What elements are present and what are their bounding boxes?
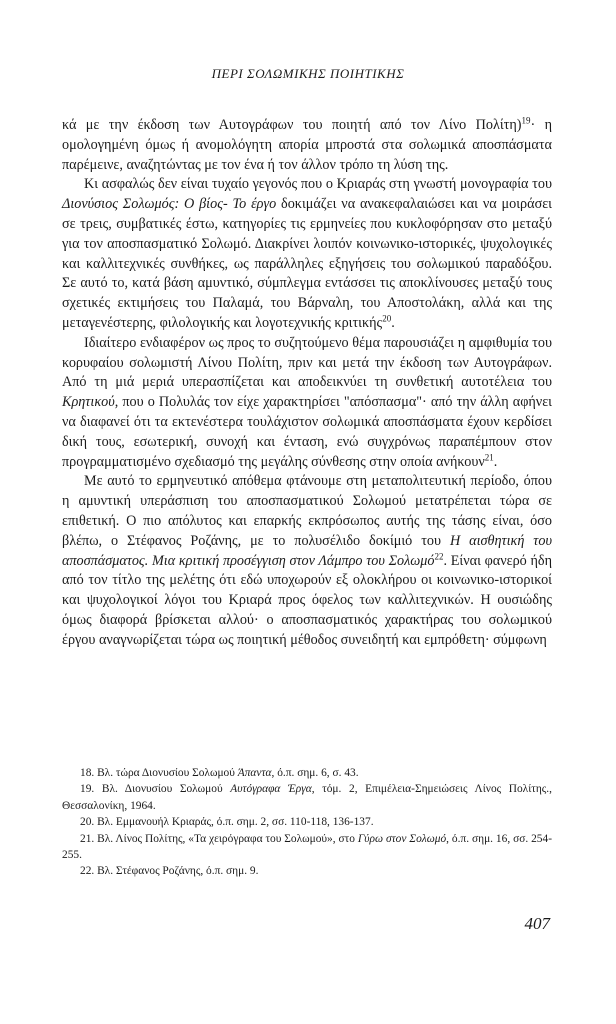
text-run: 18. Βλ. τώρα Διονυσίου Σολωμού [80, 767, 238, 779]
footnote-ref-19: 19 [521, 115, 531, 126]
text-run: , τόμ. 2, Επιμέλεια-Σημειώσεις Λίνος Πολίτης., Θεσσαλονίκη, 1964. [62, 783, 553, 812]
book-title: Διονύσιος Σολωμός: Ο βίος- Το έργο [62, 196, 277, 213]
text-run: 19. Βλ. Διονυσίου Σολωμού [80, 783, 231, 796]
footnote-19 [62, 781, 552, 814]
footnote-18 [62, 765, 552, 781]
text-run: . Είναι φανερό ήδη από τον τίτλο της μελέτης ότι εδώ υποχωρούν εξ ολοκλήρου οι κοινωνικο-ιστορικοί και ψυχολογικοί λόγοι του Κριαρά προς όφελος των καλλιτεχνικών. Η ουσιώδης όμως διαφορά βρίσκεται αλλού· ο αποσπασματικός χαρακτήρας του σολωμικού έργου αναγνωρίζεται τώρα ως ποιητική μέθοδος συνειδητή και εμπρόθετη· σύμφωνη [62, 552, 552, 648]
text-run: Με αυτό το ερμηνευτικό απόθεμα φτάνουμε στη μεταπολιτευτική περίοδο, όπου η αμυντική υπεράσπιση του αποσπασματικού Σολωμού μετατρέπεται τώρα σε επιθετική. Ο πιο απόλυτος και επαρκής εκπρόσωπος αυτής της τάσης είναι, όσο βλέπω, ο Στέφανος Ροζάνης, με το πολυσέλιδο δοκίμιό του [62, 473, 552, 549]
footnote-21 [62, 831, 552, 864]
footnotes [62, 765, 552, 880]
text-run: . [391, 314, 395, 331]
footnote-ref-20: 20 [382, 313, 392, 324]
text-run: Κι ασφαλώς δεν είναι τυχαίο γεγονός που ο Κριαράς στη γνωστή μονογραφία του [84, 176, 552, 193]
cited-title: Γύρω στον Σολωμό [357, 832, 447, 845]
footnote-ref-21: 21 [484, 451, 494, 462]
page-number: 407 [524, 914, 550, 933]
text-run: κά με την έκδοση των Αυτογράφων του ποιητή από τον Λίνο Πολίτη) [62, 117, 522, 133]
text-run: Ιδιαίτερο ενδιαφέρον ως προς το συζητούμενο θέμα παρουσιάζει η αμφιθυμία του κορυφαίου σολωμιστή Λίνου Πολίτη, πριν και μετά την έκδοση των Αυτογράφων. Από τη μιά μεριά υπερασπίζεται και αποδεικνύει τη συνθετική αυτοτέλεια του [62, 334, 552, 391]
paragraph-1 [62, 116, 552, 175]
text-run: . [493, 453, 498, 470]
text-run: , ό.π. σημ. 6, σ. 43. [271, 767, 359, 779]
cited-title: Αυτόγραφα Έργα [230, 783, 312, 796]
text-run: , που ο Πολυλάς τον είχε χαρακτηρίσει "απόσπασμα"· από την άλλη αφήνει να διαφανεί ότι τα εκτενέστερα τουλάχιστον σολωμικά αποσπάσματα έχουν κερδίσει δική τους, εσωτερική, συνοχή και ένταση, ενώ συγχρόνως παραπέμπουν στον προγραμματισμένο σχεδιασμό της μεγάλης σύνθεσης στην οποία ανήκουν [62, 394, 552, 470]
footnote-22 [62, 863, 552, 879]
work-title: Κρητικού [62, 394, 115, 411]
paragraph-2 [62, 175, 552, 333]
text-run: , ό.π. σημ. 16, σσ. 254-255. [62, 832, 552, 862]
footnote-ref-22: 22 [434, 550, 444, 561]
text-run: · η ομολογημένη όμως ή ανομολόγητη απορία μπροστά στα σολωμικά αποσπάσματα παρέμεινε, αναζητώντας με τον ένα ή τον άλλον τρόπο τη λύση της. [62, 117, 552, 173]
text-run: δοκιμάζει να ανακεφαλαιώσει και να μοιράσει σε τρεις, συμβατικές έστω, κατηγορίες τις ερμηνείες που κυκλοφόρησαν στο μεταξύ για τον αποσπασματικό Σολωμό. Διακρίνει λοιπόν κοινωνικο-ιστορικές, ψυχολογικές και καλλιτεχνικές συνθήκες, ως παράλληλες εξηγήσεις του σολωμικού παραδόξου. Σε αυτό το, κατά βάση αμυντικό, σύμπλεγμα εντάσσει τις αποκλίνουσες μεταξύ τους σχετικές εκτιμήσεις του Παλαμά, του Βάρναλη, του Αποστολάκη, αλλά και της μεταγενέστερης, φιλολογικής και λογοτεχνικής κριτικής [62, 196, 552, 331]
body-text [62, 116, 552, 651]
text-run: 21. Βλ. Λίνος Πολίτης, «Τα χειρόγραφα του Σολωμού», στο [80, 832, 358, 845]
running-header: ΠΕΡΙ ΣΟΛΩΜΙΚΗΣ ΠΟΙΗΤΙΚΗΣ [211, 66, 405, 81]
text-run: 20. Βλ. Εμμανουήλ Κριαράς, ό.π. σημ. 2, σσ. 110-118, 136-137. [80, 816, 374, 829]
footnote-20 [62, 814, 552, 830]
paragraph-3 [62, 334, 552, 473]
essay-title: Η αισθητική του αποσπάσματος. Μια κριτική προσέγγιση στον Λάμπρο του Σολωμό [62, 532, 552, 569]
paragraph-4 [62, 472, 552, 650]
cited-title: Άπαντα [237, 767, 272, 779]
text-run: 22. Βλ. Στέφανος Ροζάνης, ό.π. σημ. 9. [80, 865, 259, 878]
